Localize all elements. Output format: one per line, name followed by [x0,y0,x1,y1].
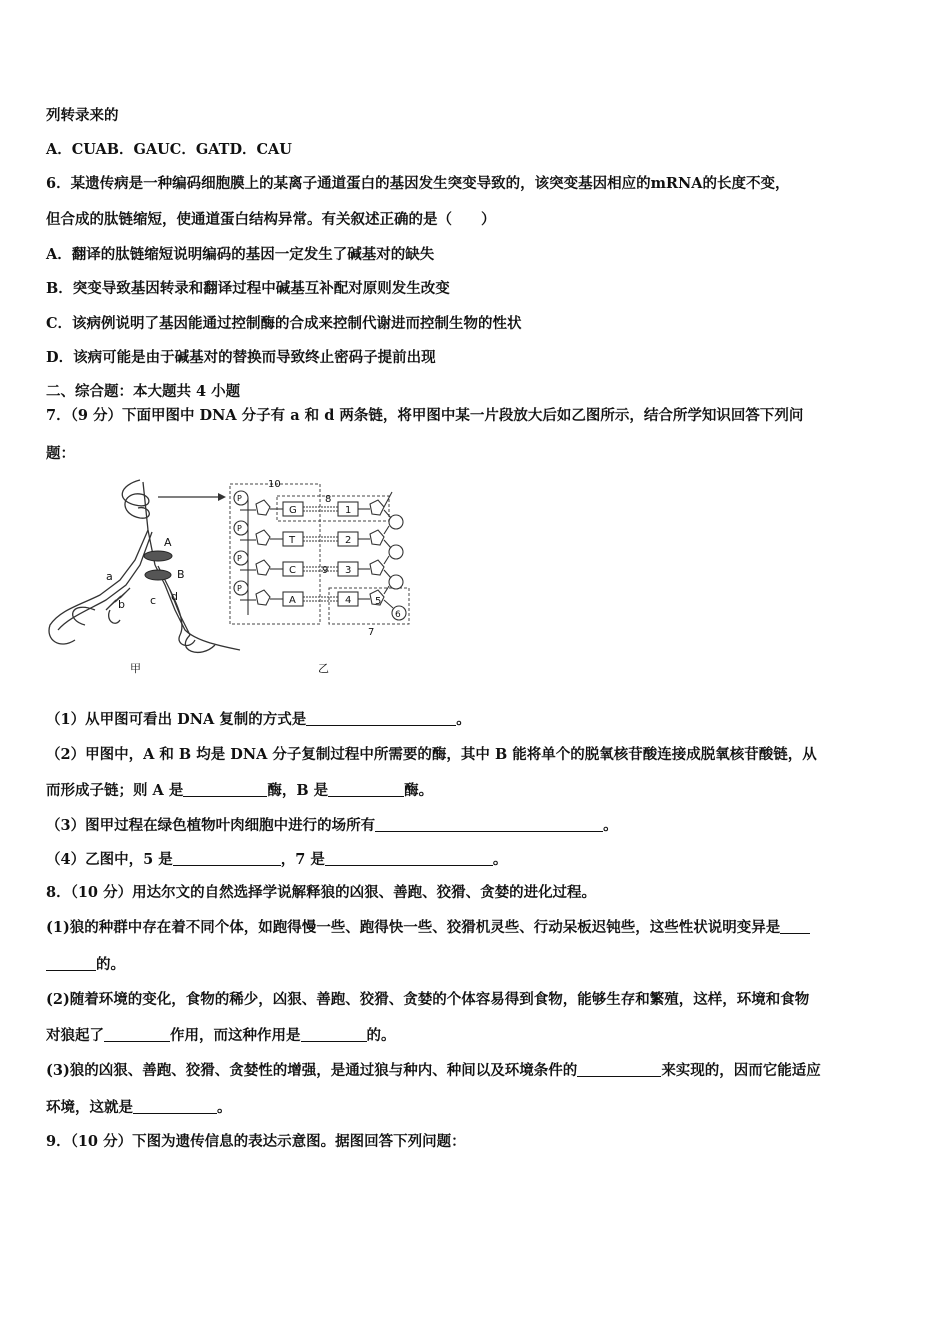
jia-label-B: B [177,568,185,581]
q8-3-text-a: (3)狼的凶狠、善跑、狡猾、贪婪性的增强，是通过狼与种内、种间以及环境条件的 [46,1062,578,1079]
q7-1-end: 。 [456,711,471,728]
q8-2-end: 的。 [366,1027,396,1044]
yi-p-2: P [237,524,242,533]
yi-num-8: 8 [325,494,332,505]
q8-2-text-a: 对狼起了 [46,1027,104,1044]
q8-1-text: (1)狼的种群中存在着不同个体，如跑得慢一些、跑得快一些、狡猾机灵些、行动呆板迟钝些，这些性状说明变异是 [46,919,781,936]
yi-base-A: A [289,595,296,606]
jia-diagram [49,480,240,652]
q8-3-end: 。 [217,1099,232,1116]
dna-figure [40,470,430,680]
q7-part-4 [46,848,507,869]
answer-blank[interactable] [133,1099,217,1114]
answer-blank[interactable] [325,851,493,866]
text-line-1: 列转录来的 [46,107,119,124]
q8-3-text-c: 环境，这就是 [46,1099,133,1116]
answer-blank[interactable] [328,782,404,797]
q7-part-3 [46,814,618,835]
q6-mrna: mRNA [650,175,703,192]
q8-part-3-line-2 [46,1096,232,1117]
q7-part-2-line-1: （2）甲图中，A 和 B 均是 DNA 分子复制过程中所需要的酶，其中 B 能将单个的脱氧核苷酸连接成脱氧核苷酸链，从 [46,746,817,763]
yi-p-1: P [237,494,242,503]
q7-part-2-line-2 [46,779,433,800]
q6-stem-line-1 [46,172,790,193]
q8-2-text-b: 作用，而这种作用是 [170,1027,301,1044]
q7-4-text-a: （4）乙图中，5 是 [46,851,173,868]
answer-blank[interactable] [301,1027,367,1042]
yi-p-4: P [237,584,242,593]
yi-num-4: 4 [345,595,352,606]
q8-part-2-line-1: (2)随着环境的变化，食物的稀少，凶狠、善跑、狡猾、贪婪的个体容易得到食物，能够生存和繁殖，这样，环境和食物 [46,991,810,1008]
q8-part-1-line-1 [46,916,810,937]
q8-3-text-b: 来实现的，因而它能适应 [661,1062,821,1079]
answer-blank[interactable] [780,919,810,934]
answer-blank[interactable] [306,711,456,726]
q7-stem-line-1: 7．（9 分）下面甲图中 DNA 分子有 a 和 d 两条链，将甲图中某一片段放大后如乙图所示，结合所学知识回答下列问 [46,407,804,424]
jia-label-b: b [118,598,125,611]
yi-p-3: P [237,554,242,563]
q7-stem-line-2: 题： [46,445,75,462]
q6-stem-line-2: 但合成的肽链缩短，使通道蛋白结构异常。有关叙述正确的是（ ） [46,211,496,228]
q7-2-text-c: 酶。 [404,782,434,799]
yi-num-2: 2 [345,535,352,546]
yi-base-G: G [289,505,297,516]
yi-num-9: 9 [322,565,329,576]
answer-blank[interactable] [183,782,267,797]
q6-option-d: D．该病可能是由于碱基对的替换而导致终止密码子提前出现 [46,349,436,366]
q7-3-end: 。 [603,817,618,834]
dna-diagram [40,470,430,680]
jia-label-c: c [150,594,157,607]
answer-blank[interactable] [46,956,96,971]
q6-option-b: B．突变导致基因转录和翻译过程中碱基互补配对原则发生改变 [46,280,450,297]
q7-4-text-b: ，7 是 [280,851,325,868]
q6-option-c: C．该病例说明了基因能通过控制酶的合成来控制代谢进而控制生物的性状 [46,315,522,332]
q8-stem: 8．（10 分）用达尔文的自然选择学说解释狼的凶狠、善跑、狡猾、贪婪的进化过程。 [46,884,597,901]
answer-blank[interactable] [375,817,603,832]
yi-num-10: 10 [268,479,281,490]
section-heading: 二、综合题：本大题共 4 小题 [46,383,241,400]
yi-base-T: T [289,535,296,546]
caption-yi: 乙 [318,662,329,675]
q6-stem-part-a: 6．某遗传病是一种编码细胞膜上的某离子通道蛋白的基因发生突变导致的，该突变基因相应的 [46,175,651,192]
answer-blank[interactable] [577,1062,661,1077]
q6-option-a: A．翻译的肽链缩短说明编码的基因一定发生了碱基对的缺失 [46,246,435,263]
enzyme-b-mark [145,570,171,580]
q7-1-text: （1）从甲图可看出 DNA 复制的方式是 [46,711,307,728]
answer-blank[interactable] [104,1027,170,1042]
yi-num-7: 7 [368,627,375,638]
q8-part-3-line-1 [46,1059,821,1080]
jia-label-d: d [171,590,178,603]
yi-base-C: C [289,565,296,576]
yi-num-5: 5 [375,596,382,607]
q7-4-end: 。 [492,851,508,868]
q8-part-2-line-2 [46,1024,396,1045]
q7-part-1 [46,708,471,729]
yi-num-1: 1 [345,505,352,516]
enzyme-a-mark [144,551,172,561]
q7-2-text-a: 而形成子链；则 A 是 [46,782,184,799]
q9-stem: 9．（10 分）下图为遗传信息的表达示意图。据图回答下列问题： [46,1133,466,1150]
yi-num-3: 3 [345,565,352,576]
answer-blank[interactable] [173,851,281,866]
q6-stem-part-b: 的长度不变， [702,175,790,192]
caption-jia: 甲 [130,662,141,675]
q7-2-text-b: 酶，B 是 [267,782,329,799]
yi-num-6: 6 [395,610,401,620]
q8-1-end: 的。 [96,956,125,973]
q8-part-1-line-2 [46,953,125,974]
jia-label-A: A [164,536,172,549]
q7-3-text: （3）图甲过程在绿色植物叶肉细胞中进行的场所有 [46,817,376,834]
q5-answer-options: A．CUAB．GAUC．GATD．CAU [46,141,292,158]
yi-diagram [230,479,409,638]
jia-label-a: a [106,570,113,583]
